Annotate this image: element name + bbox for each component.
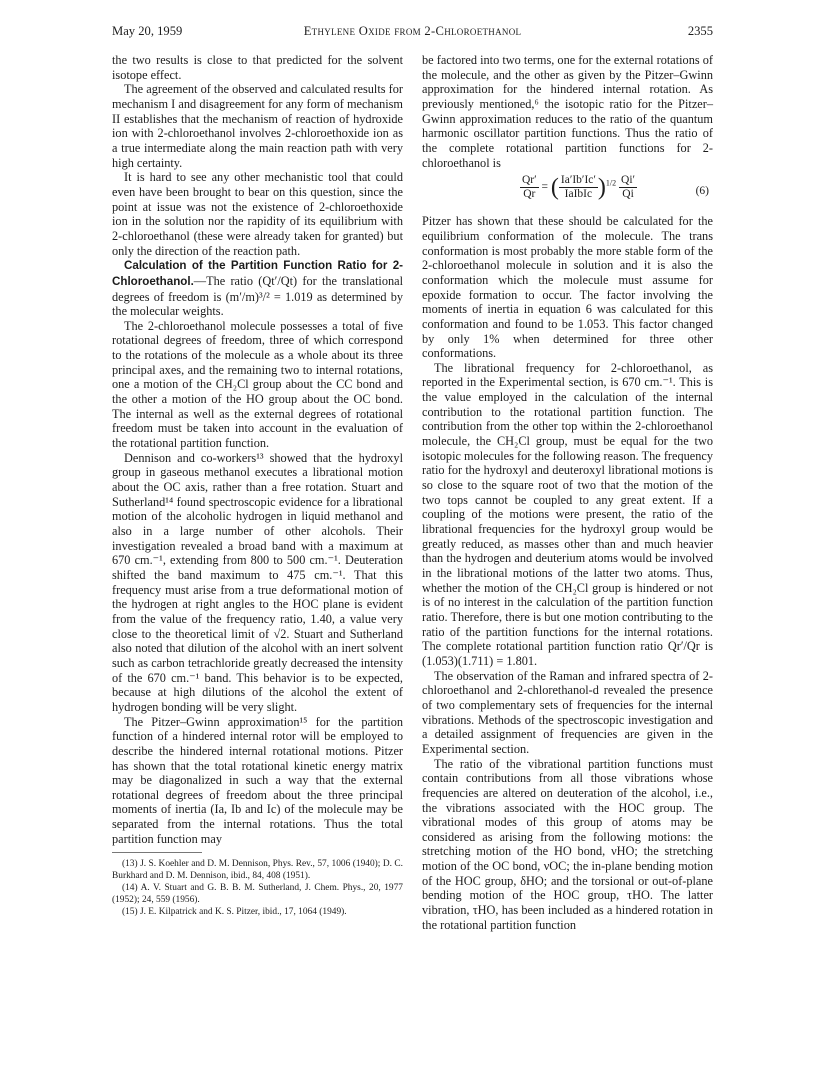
paragraph: The librational frequency for 2-chloroethanol, as reported in the Experimental section, is 670 cm.⁻¹. This is the value employed in the calculation of the internal contribution to the rotational partition function. The contribution from the other top within the 2-chloroethanol molecule, the CH₂Cl group, must be equal for the two isotopic molecules for the following reason. The frequency ratio for the hydroxyl and deuteroxyl librational motions is so close to the square root of two that the motion of the two tops cannot be coupled to any great extent. If a coupling of the motions were present, the ratio of the librational frequencies for the hydroxyl group would be greatly reduced, as masses other than and much heavier than the hydrogen and deuterium atoms would be involved in the librational motions of the latter two atoms. Thus, whether the motion of the CH₂Cl group is hindered or not is of no interest in the calculation of the partition function ratio. Therefore, there is but one motion contributing to the ratio of the partition functions for the internal rotations. The complete rotational partition function ratio Qr′/Qr is (1.053)(1.711) = 1.801.	[422, 360, 713, 668]
footnote: (15) J. E. Kilpatrick and K. S. Pitzer, ibid., 17, 1064 (1949).	[122, 907, 347, 918]
internal-denominator: Qi	[622, 188, 634, 201]
page-number: 2355	[687, 24, 713, 38]
paragraph: The ratio of the vibrational partition functions must contain contributions from all those vibrations whose frequencies are altered on deuteration of the alcohol, i.e., the vibrations associated with the HOC group. The vibrational modes of this group of atoms may be considered as arising from the following motions: the stretching motion of the HO bond, νHO; the stretching motion of the OC bond, νOC; the in-plane bending motion of the HOC group, δHO; and the torsional or out-of-plane bending motion of the HOC group, τHO. The latter vibration, τHO, has been included as a hindered rotation in the rotational partition function	[422, 756, 713, 932]
internal-numerator: Qi′	[621, 174, 636, 187]
footnote: (13) J. S. Koehler and D. M. Dennison, Phys. Rev., 57, 1006 (1940); D. C. Burkhard and D. M. Dennison, ibid., 84, 408 (1951).	[112, 859, 403, 882]
paragraph: The 2-chloroethanol molecule possesses a total of five rotational degrees of freedom, three of which correspond to the rotations of the molecule as a whole about its three principal axes, and the remaining two to internal rotations, one a motion of the CH₂Cl group about the CC bond and the other a motion of the HO group about the OC bond. The internal as well as the external degrees of rotational freedom must be taken into account in the evaluation of the rotational partition function.	[112, 318, 403, 451]
footnotes	[112, 858, 403, 918]
right-column	[422, 53, 713, 932]
header-title-text: Ethylene Oxide from 2-Chloroethanol	[303, 24, 522, 38]
paragraph: be factored into two terms, one for the external rotations of the molecule, and the other as given by the Pitzer–Gwinn approximation for the hindered internal rotation. As previously mentioned,⁶ the isotopic ratio for the Pitzer–Gwinn approximation reduces to the ratio of the quantum harmonic oscillator partition functions. Thus the ratio of the complete rotational partition functions for 2-chloroethanol is	[422, 53, 713, 170]
right-paren: )	[597, 174, 606, 201]
equation-number: (6)	[695, 185, 709, 198]
section-heading: Calculation of the Partition Function Ratio for 2-Chloroethanol.	[112, 259, 403, 288]
header-title	[112, 22, 713, 40]
header-date: May 20, 1959	[112, 24, 183, 38]
left-paren: (	[550, 174, 559, 201]
paragraph: The observation of the Raman and infrared spectra of 2-chloroethanol and 2-chlorethanol-d revealed the presence of two complementary sets of frequencies for the internal vibrations. Methods of the spectroscopic investigation and a detailed assignment of frequencies are given in the Experimental section.	[422, 668, 713, 756]
lhs-denominator: Qr	[523, 188, 536, 201]
paragraph: Dennison and co-workers¹³ showed that the hydroxyl group in gaseous methanol executes a librational motion about the OC axis, rather than a free rotation. Stuart and Sutherland¹⁴ found spectroscopic evidence for a librational motion of the alcoholic hydrogen in liquid methanol and also in a large number of other alcohols. Their investigation revealed a broad band with a maximum at 670 cm.⁻¹, extending from 800 to 500 cm.⁻¹. Deuteration shifted the band maximum to 475 cm.⁻¹. That this frequency must arise from a true deformational motion of the hydrogen at right angles to the HOC plane is evident from the value of the frequency ratio, 1.40, a value very close to the theoretical limit of √2. Stuart and Sutherland also noted that dilution of the alcohol with an inert solvent such as carbon tetrachloride greatly decreased the intensity of the 670 cm.⁻¹ band. This behavior is to be expected, because at high dilutions of the alcohol the extent of hydrogen bonding will be very slight.	[112, 450, 403, 714]
equals-sign: =	[541, 181, 551, 194]
inertia-ratio	[559, 174, 598, 201]
paragraph-text: —The ratio (Qt′/Qt) for the translational degrees of freedom is (m′/m)³/² = 1.019 as determined by the molecular weights.	[112, 273, 403, 319]
left-column	[112, 53, 403, 918]
footnote-rule	[112, 852, 202, 853]
lhs-numerator: Qr′	[522, 174, 537, 187]
exponent: 1/2	[605, 178, 617, 188]
footnote: (14) A. V. Stuart and G. B. B. M. Sutherland, J. Chem. Phys., 20, 1977 (1952); 24, 559 (1956).	[112, 883, 403, 906]
paragraph: It is hard to see any other mechanistic tool that could even have been brought to bear on this question, since the point at issue was not the existence of 2-chloroethoxide ion in the solution nor the rapidity of its equilibrium with 2-chloroethanol (these were already taken for granted) but only the direction of the reaction path.	[112, 170, 403, 258]
inertia-numerator: Ia′Ib′Ic′	[560, 174, 596, 187]
internal-ratio	[619, 174, 637, 201]
paragraph: The Pitzer–Gwinn approximation¹⁵ for the partition function of a hindered internal rotor will be employed to describe the hindered internal rotational motions. Pitzer has shown that the total rotational kinetic energy matrix may be diagonalized in such a way that the external rotational degrees of freedom about the three principal moments of inertia (Ia, Ib and Ic) of the molecule may be separated from the internal rotations. Thus the total partition function may	[112, 714, 403, 846]
running-header	[112, 22, 713, 40]
section-paragraph	[112, 258, 403, 319]
paragraph: Pitzer has shown that these should be calculated for the equilibrium conformation of the molecule. The trans conformation is most probably the more stable form of the 2-chloroethanol molecule in solution and it is also the conformation which the molecule must assume for epoxide formation to occur. The factor involving the moments of inertia in equation 6 was calculated for this conformation and found to be 1.053. This factor changed by only 1% when determined for three other conformations.	[422, 214, 713, 361]
equation-6	[422, 172, 713, 210]
inertia-denominator: IaIbIc	[564, 188, 593, 201]
equation-lhs	[520, 174, 539, 201]
paragraph: The agreement of the observed and calculated results for mechanism I and disagreement for any form of mechanism II establishes that the mechanism of reaction of hydroxide ion with 2-chloroethanol involves 2-chloroethoxide ion as a true intermediate along the main reaction path with very high certainty.	[112, 82, 403, 170]
paragraph: the two results is close to that predicted for the solvent isotope effect.	[112, 53, 403, 82]
equation-body	[520, 174, 637, 201]
